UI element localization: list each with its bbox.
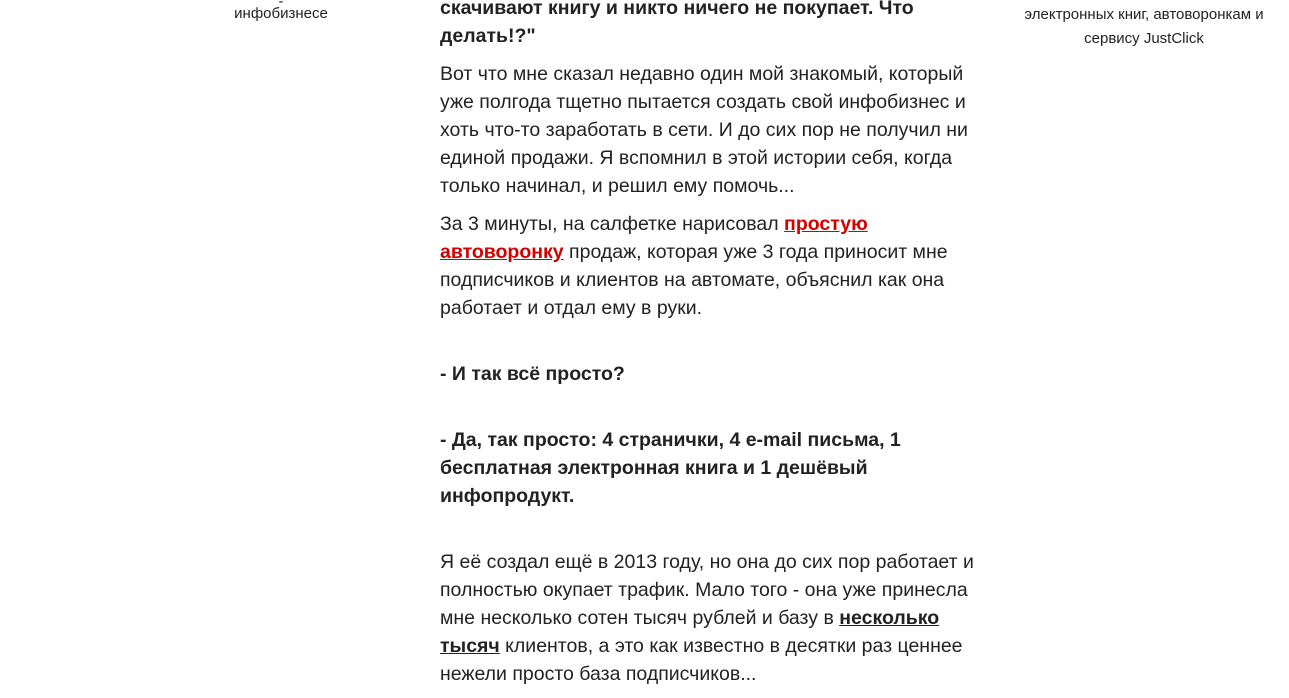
several-thousand-link[interactable]: несколько тысяч bbox=[440, 607, 940, 657]
right-sidebar-caption-line2: сервису JustClick bbox=[1084, 30, 1204, 47]
results-text-after: клиентов, а это как известно в десятки раз ценнее нежели просто база подписчиков... bbox=[440, 635, 963, 685]
left-sidebar-caption-cut: - bbox=[278, 0, 284, 10]
article-heading-line1: скачивают книгу и никто ничего не покупает. Что bbox=[440, 0, 914, 19]
left-sidebar-caption bbox=[180, 2, 382, 26]
left-sidebar-caption-text: инфобизнесе bbox=[234, 5, 328, 22]
right-sidebar-caption bbox=[1004, 3, 1284, 51]
funnel-text-before: За 3 минуты, на салфетке нарисовал bbox=[440, 213, 785, 235]
funnel-text-after: продаж, которая уже 3 года приносит мне подписчиков и клиентов на автомате, объяснил как она работает и отдал ему в руки. bbox=[440, 241, 948, 319]
simple-autofunnel-link[interactable]: простую автоворонку bbox=[440, 213, 868, 263]
right-sidebar-caption-line1: электронных книг, автоворонкам и bbox=[1024, 6, 1264, 23]
article-heading-line2: делать!?" bbox=[440, 25, 536, 47]
article-answer: - Да, так просто: 4 странички, 4 e-mail письма, 1 бесплатная электронная книга и 1 дешёвый инфопродукт. bbox=[440, 429, 901, 507]
article-heading bbox=[440, 0, 988, 50]
results-text-before: Я её создал ещё в 2013 году, но она до сих пор работает и полностью окупает трафик. Мало того - она уже принесла мне несколько сотен тысяч рублей и базу в bbox=[440, 551, 974, 629]
article-body bbox=[440, 0, 988, 698]
article-question: - И так всё просто? bbox=[440, 363, 625, 385]
article-paragraph-results bbox=[440, 548, 988, 688]
article-paragraph-story: Вот что мне сказал недавно один мой знакомый, который уже полгода тщетно пытается создать свой инфобизнес и хоть что-то заработать в сети. И до сих пор не получил ни единой продажи. Я вспомнил в этой истории себя, когда только начинал, и решил ему помочь... bbox=[440, 63, 968, 197]
article-paragraph-funnel bbox=[440, 210, 988, 322]
